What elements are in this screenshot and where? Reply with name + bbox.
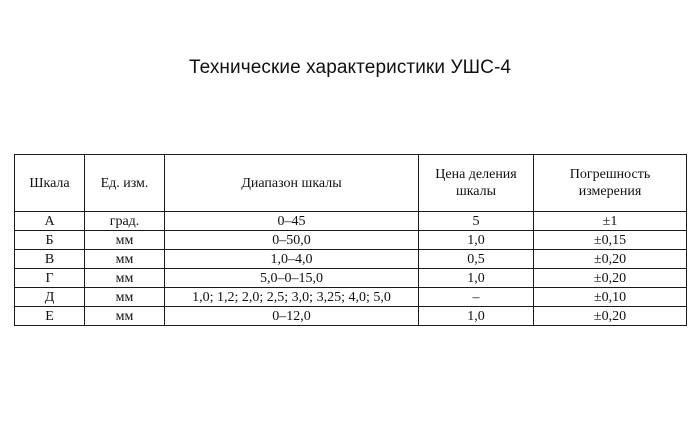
- cell-division: 1,0: [419, 307, 534, 326]
- header-scale: Шкала: [15, 155, 85, 212]
- document-title: Технические характеристики УШС-4: [188, 57, 512, 78]
- table-row: [15, 250, 687, 269]
- cell-error: ±0,20: [534, 307, 687, 326]
- table-row: [15, 307, 687, 326]
- cell-scale: А: [15, 212, 85, 231]
- cell-unit: мм: [85, 269, 165, 288]
- cell-error: ±0,15: [534, 231, 687, 250]
- cell-range: 1,0–4,0: [165, 250, 419, 269]
- cell-range: 0–45: [165, 212, 419, 231]
- cell-scale: Е: [15, 307, 85, 326]
- cell-division: 1,0: [419, 231, 534, 250]
- cell-division: 1,0: [419, 269, 534, 288]
- cell-error: ±0,20: [534, 250, 687, 269]
- table-row: [15, 269, 687, 288]
- cell-division: 0,5: [419, 250, 534, 269]
- header-error-line2: измерения: [578, 184, 642, 199]
- cell-error: ±0,10: [534, 288, 687, 307]
- cell-division: 5: [419, 212, 534, 231]
- table-row: [15, 212, 687, 231]
- header-division: [419, 155, 534, 212]
- cell-scale: В: [15, 250, 85, 269]
- cell-unit: мм: [85, 231, 165, 250]
- cell-error: ±1: [534, 212, 687, 231]
- cell-scale: Б: [15, 231, 85, 250]
- cell-range: 0–50,0: [165, 231, 419, 250]
- header-error-line1: Погрешность: [569, 167, 651, 182]
- cell-unit: мм: [85, 250, 165, 269]
- header-unit: Ед. изм.: [85, 155, 165, 212]
- cell-error: ±0,20: [534, 269, 687, 288]
- cell-scale: Д: [15, 288, 85, 307]
- header-division-line1: Цена деления: [435, 167, 517, 182]
- cell-range: 0–12,0: [165, 307, 419, 326]
- cell-unit: мм: [85, 288, 165, 307]
- cell-range: 5,0–0–15,0: [165, 269, 419, 288]
- table-row: [15, 231, 687, 250]
- header-range: Диапазон шкалы: [165, 155, 419, 212]
- header-error: [534, 155, 687, 212]
- cell-scale: Г: [15, 269, 85, 288]
- cell-range: 1,0; 1,2; 2,0; 2,5; 3,0; 3,25; 4,0; 5,0: [165, 288, 419, 307]
- table-row: [15, 288, 687, 307]
- header-division-line2: шкалы: [455, 184, 497, 199]
- specifications-table: [14, 154, 687, 326]
- table-header-row: [15, 155, 687, 212]
- cell-division: –: [419, 288, 534, 307]
- cell-unit: мм: [85, 307, 165, 326]
- cell-unit: град.: [85, 212, 165, 231]
